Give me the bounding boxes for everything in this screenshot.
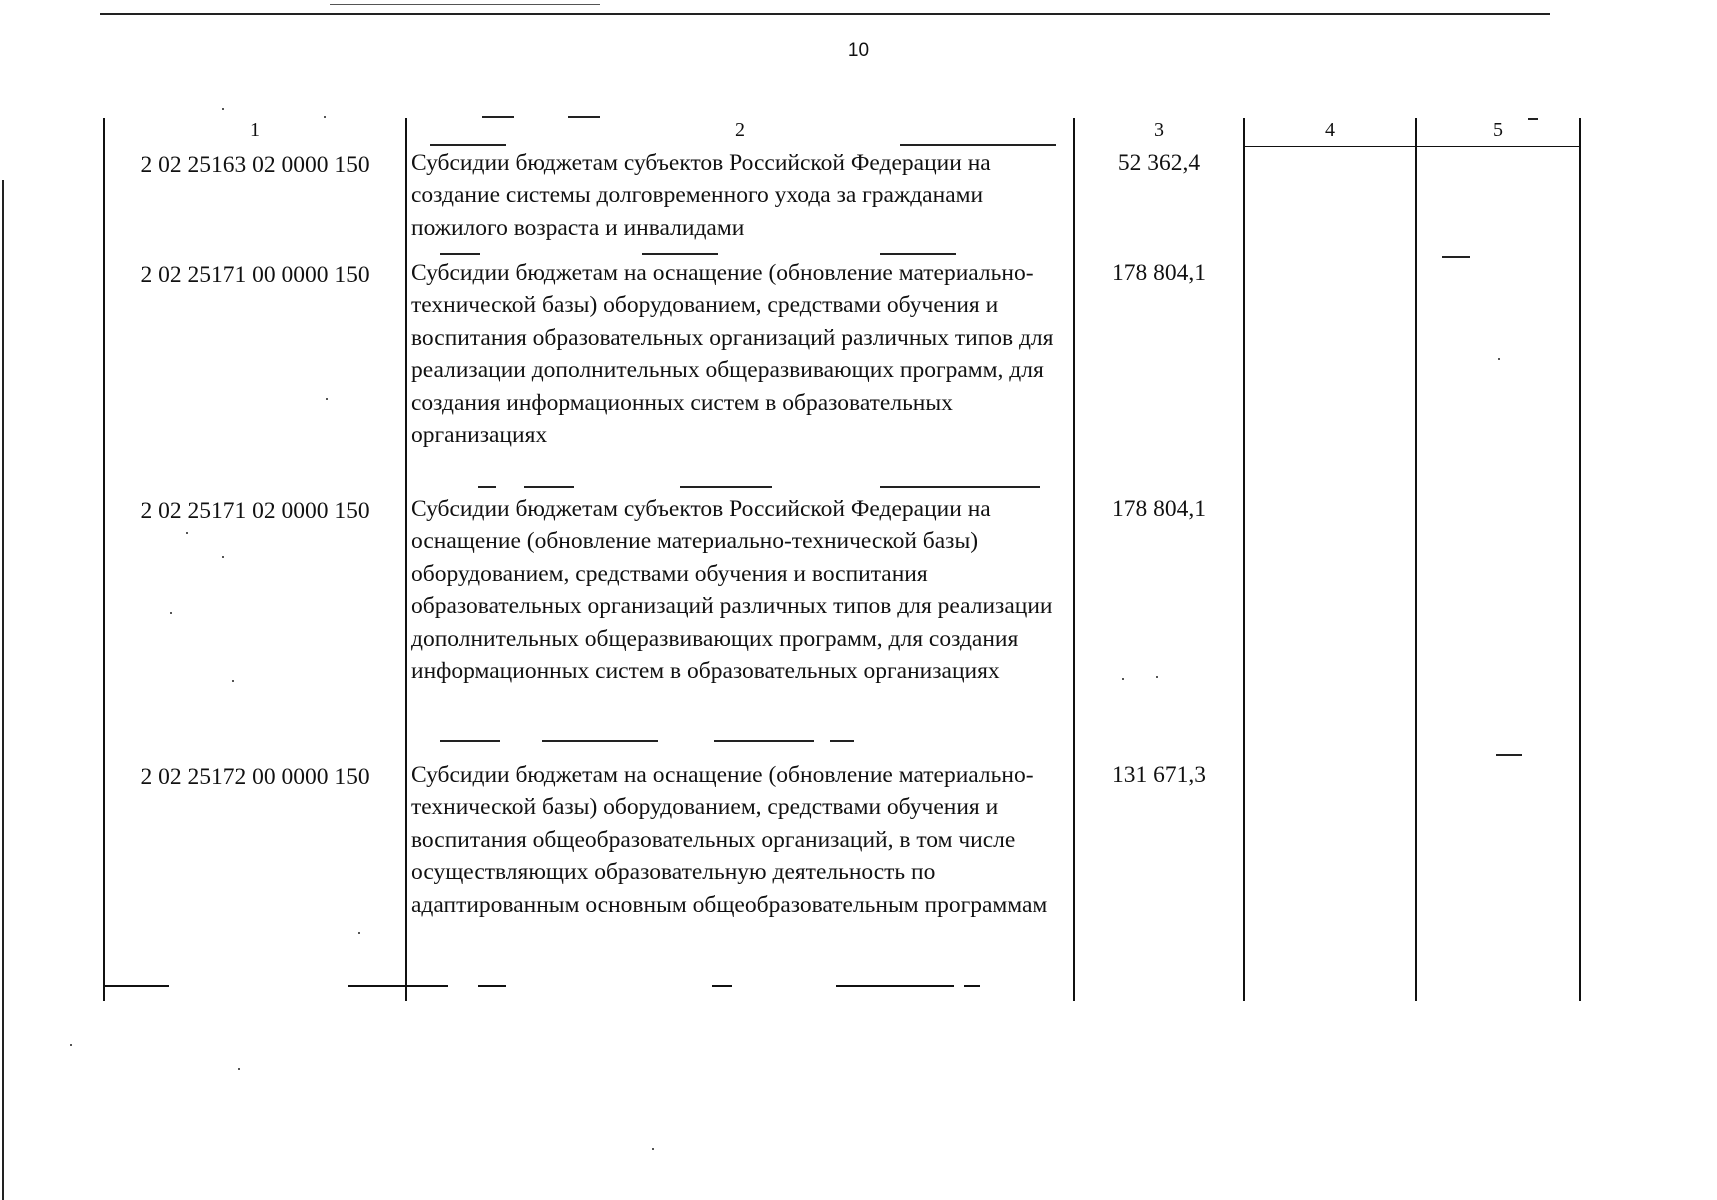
bottom-rule-segment bbox=[964, 985, 980, 987]
scan-dash bbox=[1496, 754, 1522, 756]
column-header-4: 4 bbox=[1244, 118, 1416, 147]
page-number: 10 bbox=[847, 40, 870, 61]
budget-code-cell: 2 02 25171 02 0000 150 bbox=[104, 493, 406, 759]
scan-speck bbox=[358, 932, 360, 934]
column-header-5: 5 bbox=[1416, 118, 1580, 147]
scan-speck bbox=[186, 532, 188, 534]
column-header-2: 2 bbox=[406, 118, 1074, 147]
scan-dash bbox=[440, 740, 500, 742]
budget-code-cell: 2 02 25172 00 0000 150 bbox=[104, 759, 406, 1001]
scan-speck bbox=[232, 680, 234, 682]
left-scan-edge bbox=[2, 180, 4, 1200]
column-5-cell bbox=[1416, 493, 1580, 759]
scan-speck bbox=[222, 556, 224, 558]
scan-dash bbox=[440, 253, 480, 255]
scan-dash bbox=[880, 253, 956, 255]
top-scan-rule-thin bbox=[330, 4, 600, 5]
bottom-rule-segment bbox=[712, 985, 732, 987]
scan-speck bbox=[170, 612, 172, 614]
scan-dash bbox=[880, 486, 1040, 488]
table-row bbox=[104, 257, 1580, 493]
column-4-cell bbox=[1244, 493, 1416, 759]
table-header-row bbox=[104, 118, 1580, 147]
column-5-cell bbox=[1416, 147, 1580, 257]
column-4-cell bbox=[1244, 257, 1416, 493]
column-header-3: 3 bbox=[1074, 118, 1244, 147]
description-cell: Субсидии бюджетам субъектов Российской Федерации на оснащение (обновление материально-технической базы) оборудованием, средствами обучения и воспитания образовательных организаций различных типов для реализации дополнительных общеразвивающих программ, для создания информационных систем в образовательных организациях bbox=[406, 493, 1074, 759]
scan-speck bbox=[70, 1044, 72, 1046]
budget-code-cell: 2 02 25163 02 0000 150 bbox=[104, 147, 406, 257]
table-row bbox=[104, 493, 1580, 759]
budget-table bbox=[103, 118, 1581, 1001]
scan-speck bbox=[1498, 358, 1500, 360]
scan-speck bbox=[1156, 676, 1158, 678]
scan-dash bbox=[680, 486, 772, 488]
bottom-rule-segment bbox=[103, 985, 169, 987]
scan-dash bbox=[542, 740, 658, 742]
scan-dash bbox=[478, 486, 496, 488]
table-row bbox=[104, 147, 1580, 257]
column-4-cell bbox=[1244, 759, 1416, 1001]
scan-dash bbox=[714, 740, 814, 742]
description-cell: Субсидии бюджетам на оснащение (обновление материально-технической базы) оборудованием, средствами обучения и воспитания образовательных организаций различных типов для реализации дополнительных общеразвивающих программ, для создания информационных систем в образовательных организациях bbox=[406, 257, 1074, 493]
scan-speck bbox=[238, 1068, 240, 1070]
scan-speck bbox=[326, 398, 328, 400]
bottom-rule-segment bbox=[836, 985, 954, 987]
scan-dash bbox=[830, 740, 854, 742]
amount-cell: 52 362,4 bbox=[1074, 147, 1244, 257]
scan-speck bbox=[222, 108, 224, 110]
description-cell: Субсидии бюджетам субъектов Российской Федерации на создание системы долговременного ухода за гражданами пожилого возраста и инвалидами bbox=[406, 147, 1074, 257]
amount-cell: 178 804,1 bbox=[1074, 493, 1244, 759]
bottom-rule-segment bbox=[478, 985, 506, 987]
scan-dash bbox=[568, 116, 600, 118]
amount-cell: 178 804,1 bbox=[1074, 257, 1244, 493]
column-4-cell bbox=[1244, 147, 1416, 257]
scan-dash bbox=[642, 253, 718, 255]
scan-dash bbox=[482, 116, 514, 118]
scan-speck bbox=[652, 1148, 654, 1150]
scan-dash bbox=[1528, 118, 1538, 120]
scan-dash bbox=[524, 486, 574, 488]
budget-code-cell: 2 02 25171 00 0000 150 bbox=[104, 257, 406, 493]
column-5-cell bbox=[1416, 257, 1580, 493]
scan-dash bbox=[900, 144, 1056, 146]
top-scan-rule bbox=[100, 13, 1550, 15]
table-row bbox=[104, 759, 1580, 1001]
amount-cell: 131 671,3 bbox=[1074, 759, 1244, 1001]
scan-dash bbox=[430, 144, 506, 146]
scan-speck bbox=[1122, 678, 1124, 680]
scan-speck bbox=[324, 116, 326, 118]
scan-dash bbox=[1442, 256, 1470, 258]
bottom-rule-segment bbox=[348, 985, 448, 987]
column-5-cell bbox=[1416, 759, 1580, 1001]
description-cell: Субсидии бюджетам на оснащение (обновление материально-технической базы) оборудованием, средствами обучения и воспитания общеобразовательных организаций, в том числе осуществляющих образовательную деятельность по адаптированным основным общеобразовательным программам bbox=[406, 759, 1074, 1001]
column-header-1: 1 bbox=[104, 118, 406, 147]
